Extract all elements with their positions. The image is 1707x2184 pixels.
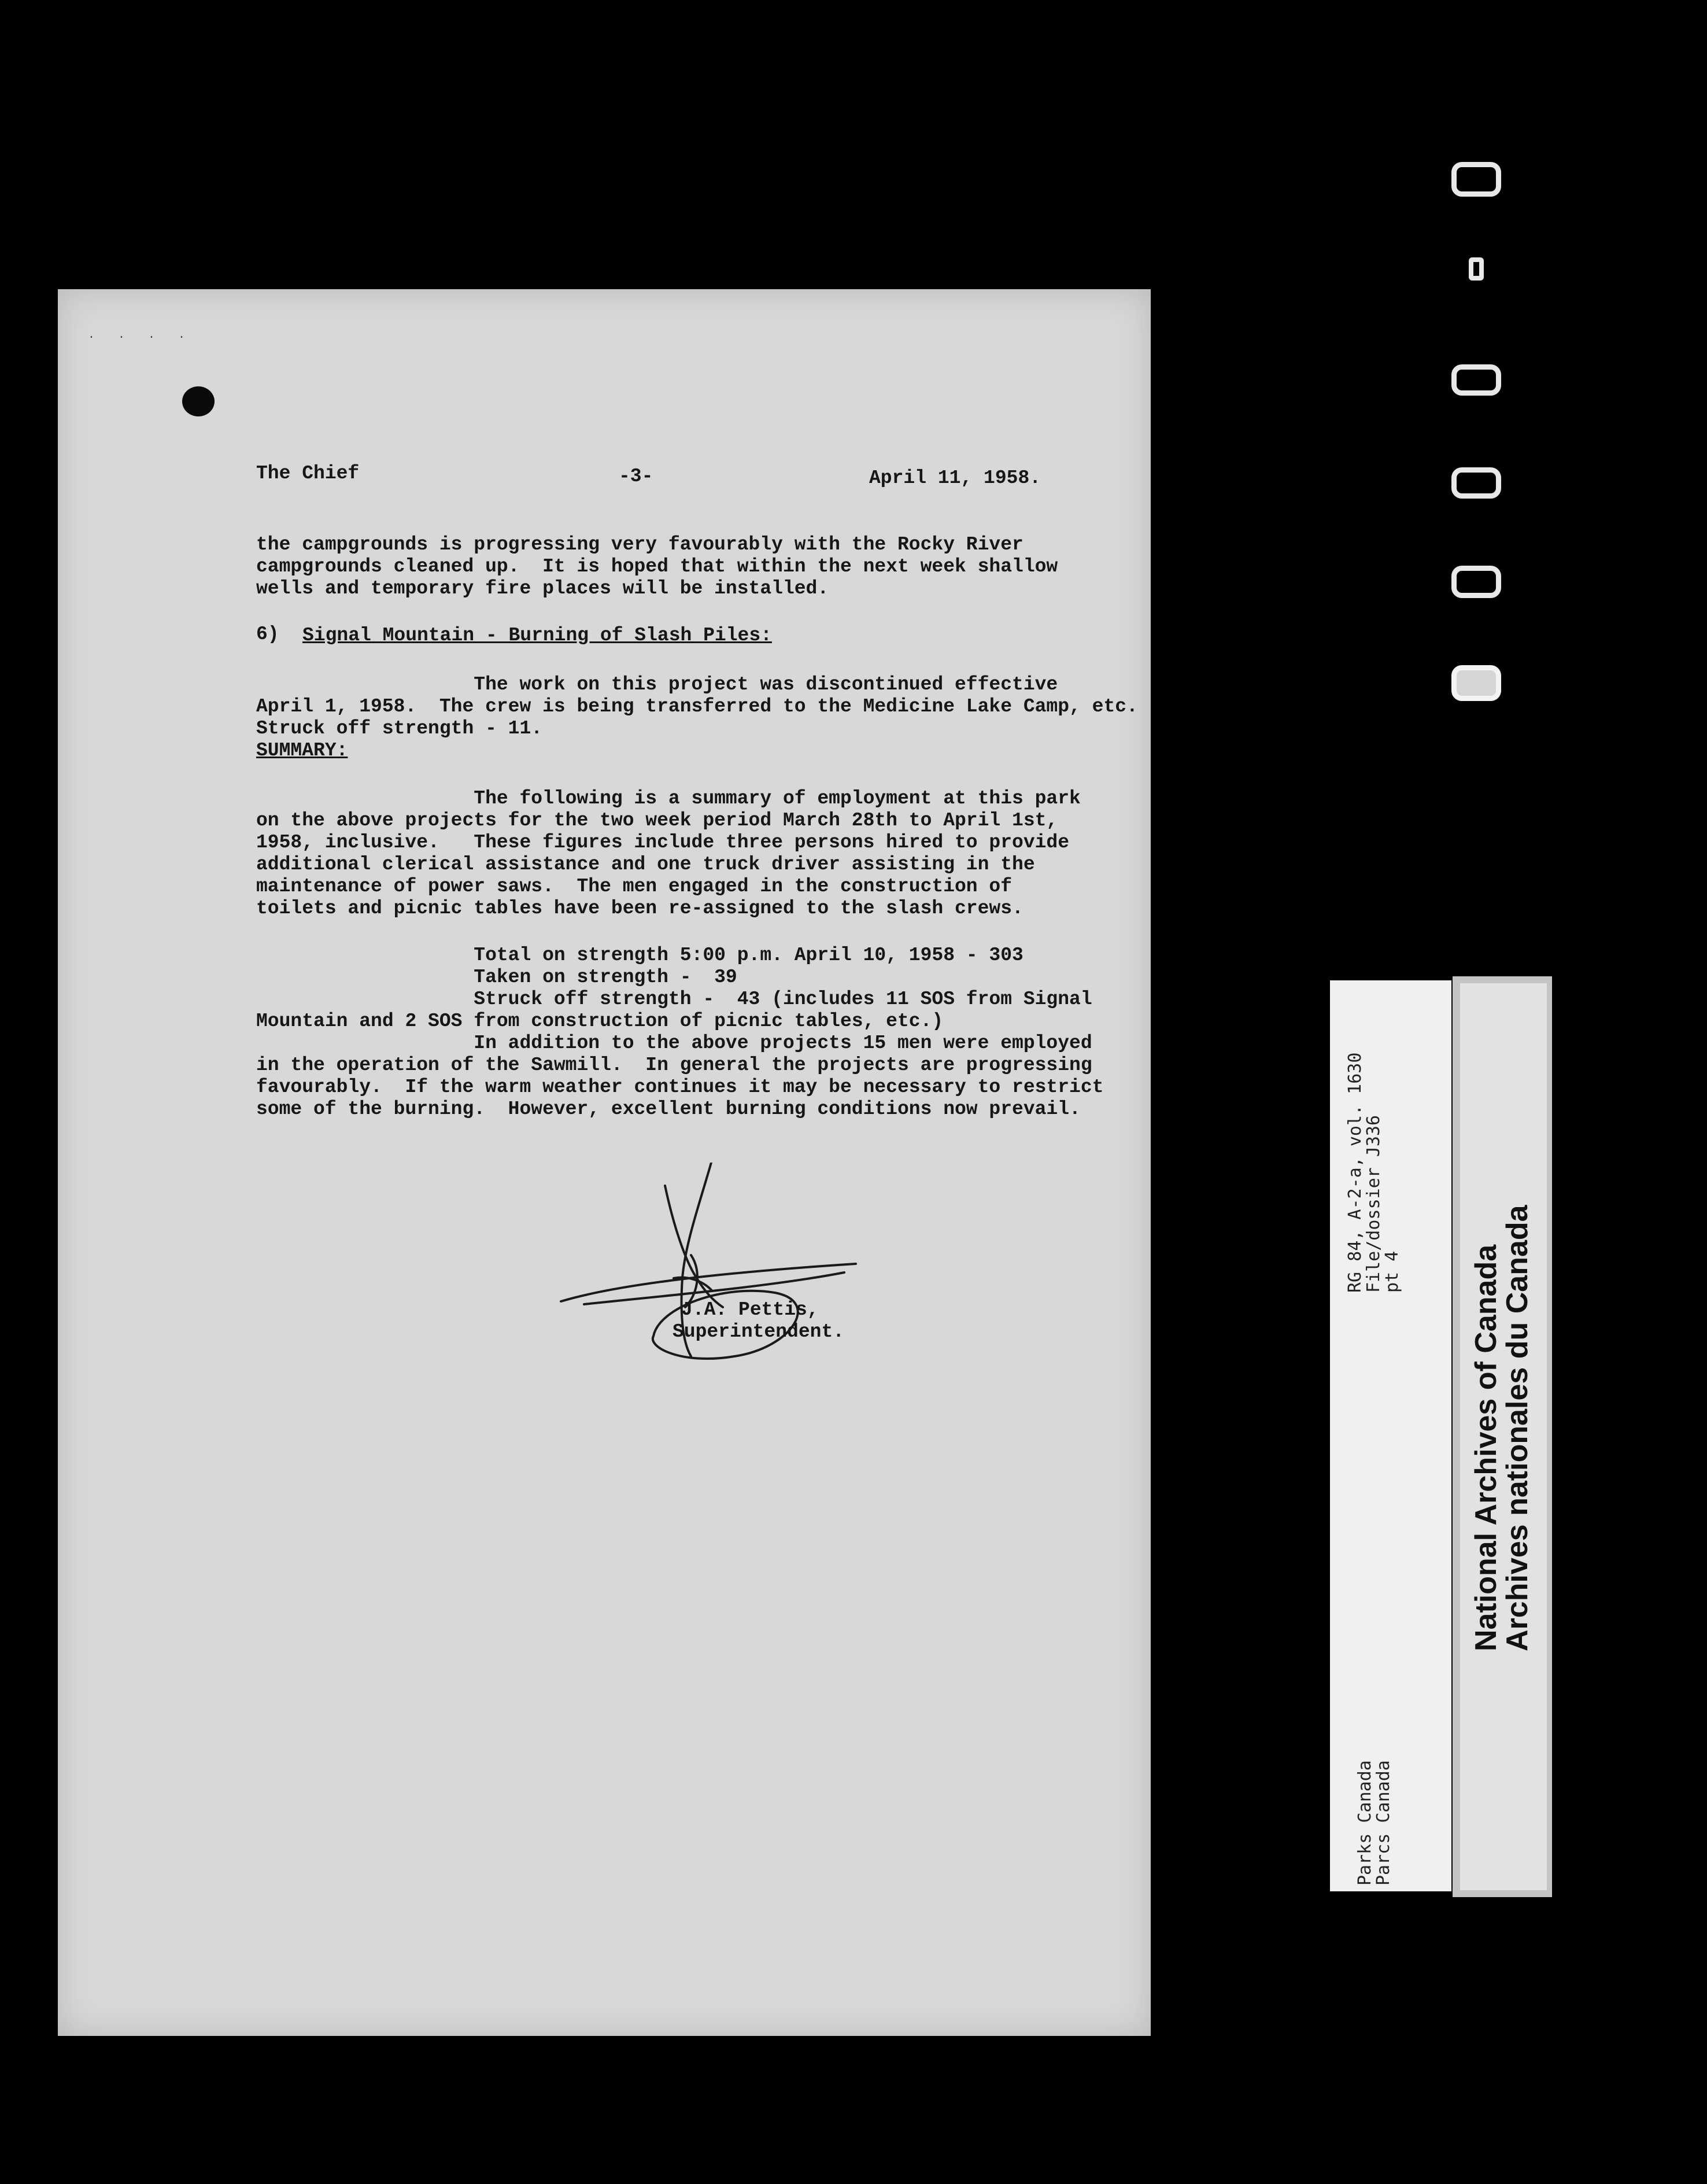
header-date: April 11, 1958. bbox=[869, 467, 1041, 489]
totals-line: in the operation of the Sawmill. In general the projects are progressing bbox=[256, 1054, 1092, 1076]
totals-line: some of the burning. However, excellent burning conditions now prevail. bbox=[256, 1098, 1081, 1120]
totals-line: Taken on strength - 39 bbox=[256, 966, 737, 988]
signature-title: Superintendent. bbox=[673, 1321, 845, 1342]
microfilm-marks bbox=[1440, 150, 1515, 729]
reel-mark bbox=[1451, 665, 1501, 701]
handwritten-signature bbox=[549, 1163, 873, 1429]
institution-line: Archives nationales du Canada bbox=[1501, 1205, 1534, 1651]
totals-line: Mountain and 2 SOS from construction of picnic tables, etc.) bbox=[256, 1010, 944, 1032]
reel-mark bbox=[1451, 566, 1501, 598]
intro-line: campgrounds cleaned up. It is hoped that within the next week shallow bbox=[256, 556, 1058, 577]
institution-line: National Archives of Canada bbox=[1469, 1244, 1503, 1651]
summary-heading: SUMMARY: bbox=[256, 740, 348, 761]
totals-line: favourably. If the warm weather continues it may be necessary to restrict bbox=[256, 1076, 1104, 1098]
reference-line: RG 84, A-2-a, vol. 1630 bbox=[1345, 1052, 1365, 1293]
totals-line: Struck off strength - 43 (includes 11 SOS from Signal bbox=[256, 988, 1092, 1010]
summary-line: 1958, inclusive. These figures include three persons hired to provide bbox=[256, 832, 1070, 853]
reference-line: pt 4 bbox=[1382, 1250, 1402, 1293]
summary-line: additional clerical assistance and one truck driver assisting in the bbox=[256, 854, 1035, 875]
summary-line: The following is a summary of employment at this park bbox=[256, 788, 1081, 809]
section6-heading: Signal Mountain - Burning of Slash Piles: bbox=[302, 625, 772, 646]
totals-line: In addition to the above projects 15 men were employed bbox=[256, 1032, 1092, 1054]
summary-line: on the above projects for the two week period March 28th to April 1st, bbox=[256, 810, 1058, 831]
department-line: Parcs Canada bbox=[1373, 1760, 1394, 1886]
reference-line: File/dossier J336 bbox=[1364, 1115, 1384, 1293]
speck-marks: · · · · bbox=[88, 331, 194, 344]
archive-label-card bbox=[1330, 980, 1451, 1891]
department-line: Parks Canada bbox=[1355, 1760, 1375, 1886]
reel-mark bbox=[1451, 364, 1501, 396]
institution-band bbox=[1460, 983, 1547, 1890]
section6-number: 6) bbox=[256, 624, 279, 645]
signature-name: J.A. Pettis, bbox=[681, 1299, 819, 1320]
summary-line: toilets and picnic tables have been re-assigned to the slash crews. bbox=[256, 898, 1024, 919]
section6-line: April 1, 1958. The crew is being transferred to the Medicine Lake Camp, etc. bbox=[256, 696, 1138, 717]
document-page bbox=[58, 289, 1151, 2036]
intro-line: the campgrounds is progressing very favourably with the Rocky River bbox=[256, 534, 1024, 555]
intro-line: wells and temporary fire places will be installed. bbox=[256, 578, 829, 599]
reel-mark bbox=[1451, 467, 1501, 499]
section6-line: The work on this project was discontinued effective bbox=[256, 674, 1058, 695]
header-addressee: The Chief bbox=[256, 463, 360, 484]
summary-line: maintenance of power saws. The men engaged in the construction of bbox=[256, 876, 1013, 897]
reel-mark bbox=[1451, 162, 1501, 197]
reel-mark bbox=[1469, 257, 1484, 281]
totals-line: Total on strength 5:00 p.m. April 10, 1958 - 303 bbox=[256, 945, 1024, 966]
header-page-number: -3- bbox=[619, 466, 653, 487]
punch-hole bbox=[182, 386, 215, 416]
section6-line: Struck off strength - 11. bbox=[256, 718, 543, 739]
